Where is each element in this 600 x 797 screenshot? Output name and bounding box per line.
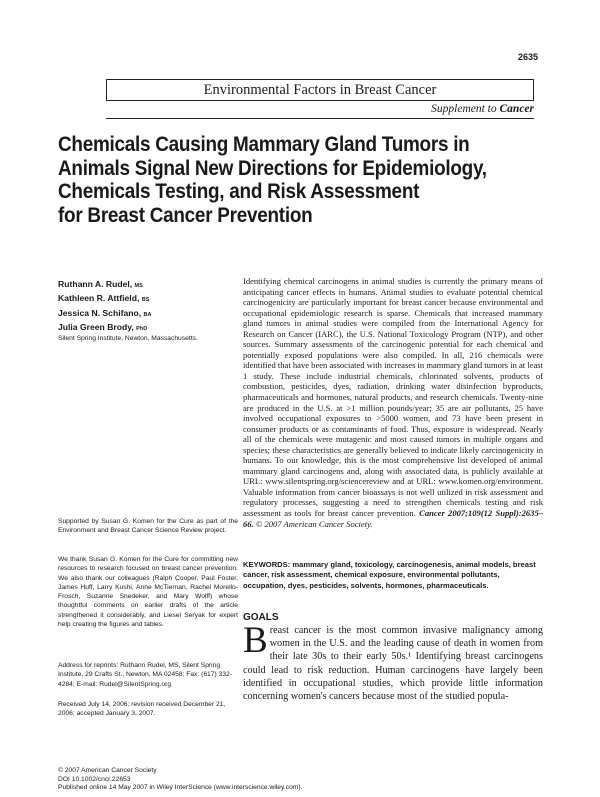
received-dates: Received July 14, 2006; revision received December 21, 2006; accepted January 3, 2007. [58, 701, 226, 718]
abstract-copyright: © 2007 American Cancer Society. [255, 518, 373, 529]
banner-title: Environmental Factors in Breast Cancer [203, 81, 437, 98]
article-title [58, 132, 487, 227]
footer-doi: DOI 10.1002/cncr.22653 [58, 775, 131, 783]
keywords: KEYWORDS: mammary gland, toxicology, carcinogenesis, animal models, breast cancer, risk assessment, chemical exposure, environmental pollutants, occupation, dyes, pesticides, solvents, hormones, pharmaceuticals. [243, 560, 536, 590]
footer-published: Published online 14 May 2007 in Wiley InterScience (www.interscience.wiley.com). [58, 784, 303, 792]
supplement-label [431, 103, 534, 115]
author-list [58, 278, 238, 336]
acknowledgments: We thank Susan G. Komen for the Cure for committing new resources to research focused on breast cancer prevention. We also thank our colleagues (Ralph Cooper, Paul Foster, James Huff, Larry Kushi, Anne McTiernan, Rachel Morello-Frosch, Suzanne Snedeker, and Mary Wolff) whose thoughtful comments on earlier drafts of the article strengthened it considerably, and Liesel Seryak for expert help creating the figures and tables. [58, 556, 238, 629]
affiliation: Silent Spring Institute, Newton, Massachusetts. [58, 335, 198, 342]
author: Ruthann A. Rudel, MS [58, 279, 143, 289]
supplement-journal: Cancer [499, 103, 534, 115]
title-line: Chemicals Causing Mammary Gland Tumors in [58, 132, 470, 156]
footer-copyright: © 2007 American Cancer Society [58, 767, 157, 774]
goals-body [243, 620, 543, 703]
abstract-citation: Cancer 2007;109(12 Suppl):2635–66. [243, 508, 543, 529]
page-number: 2635 [517, 52, 538, 62]
title-line: for Breast Cancer Prevention [58, 202, 313, 227]
header-rule [106, 118, 534, 119]
abstract-text: Identifying chemical carcinogens in animal studies is currently the primary means of anticipating cancer effects in humans. Animal studies to evaluate potential chemical carcinogenicity are particularly important for breast cancer because environmental and occupational epidemiologic research is sparse. Chemicals that increased mammary gland tumors in animal studies were compiled from the International Agency for Research on Cancer (IARC), the U.S. National Toxicology Program (NTP), and other sources. Summary assessments of the carcinogenic potential for each chemical and potentially exposed populations were also compiled. In all, 216 chemicals were identified that have been associated with increases in mammary gland tumors in at least 1 study. These include industrial chemicals, chlorinated solvents, products of combustion, pesticides, dyes, radiation, drinking water disinfection byproducts, pharmaceuticals and hormones, natural products, and research chemicals. Twenty-nine are produced in the U.S. at >1 million pounds/year; 35 are air pollutants, 25 have involved occupational exposures to >5000 women, and 73 have been present in consumer products or as contaminants of food. Thus, exposure is widespread. Nearly all of the chemicals were mutagenic and most caused tumors in multiple organs and species; these characteristics are generally believed to indicate likely carcinogenicity in humans. To our knowledge, this is the most comprehensive list developed of animal mammary gland carcinogens and, along with associated data, is publicly available at URL: www.silentspring.org/sciencereview and at URL: www.komen.org/environment. Valuable information from cancer bioassays is not well utilized in risk assessment and regulatory processes, suggesting a need to strengthen chemicals testing and risk assessment as tools for breast cancer prevention. [243, 276, 543, 519]
title-line: Animals Signal New Directions for Epidemiology, [58, 155, 487, 180]
footer [58, 767, 538, 793]
author: Julia Green Brody, PhD [58, 322, 148, 333]
supplement-prefix: Supplement to [431, 103, 497, 115]
drop-cap: B [243, 620, 268, 661]
funding-note: Supported by Susan G. Komen for the Cure as part of the Environment and Breast Cancer Science Review project. [58, 518, 238, 535]
author: Jessica N. Schifano, BA [58, 307, 152, 318]
section-banner [106, 79, 534, 101]
reprint-address: Address for reprints: Ruthann Rudel, MS, Silent Spring Institute, 29 Crafts St., Newton, MA 02458; Fax: (617) 332-4284; E-mail: Rudel@SilentSpring.org [58, 662, 232, 688]
author: Kathleen R. Attfield, BS [58, 293, 150, 304]
abstract [243, 276, 543, 529]
goals-text: reast cancer is the most common invasive malignancy among women in the U.S. and the leading cause of death in women from their late 30s to their early 50s.¹ Identifying breast carcinogens could lead to risk reduction. Human carcinogens have largely been identified in occupational studies, which provide little information concerning women's cancers because most of the studied popula- [243, 625, 543, 703]
title-line: Chemicals Testing, and Risk Assessment [58, 179, 420, 203]
section-heading-goals: GOALS [243, 612, 279, 623]
